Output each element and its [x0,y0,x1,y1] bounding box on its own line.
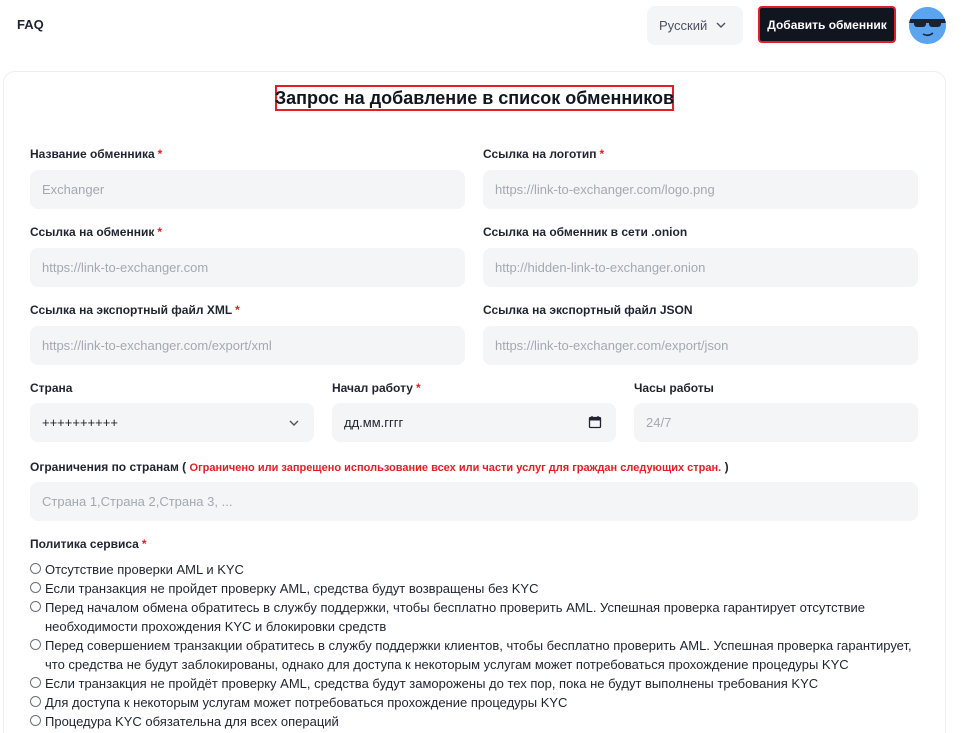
radio-button[interactable] [30,582,41,593]
required-mark: * [141,537,147,551]
country-select[interactable] [30,403,314,442]
restrictions-note: Ограничено или запрещено использование всех или части услуг для граждан следующих стран. [189,462,722,474]
radio-button[interactable] [30,639,41,650]
required-mark: * [235,303,240,317]
language-select[interactable] [647,6,743,45]
logo-link-input[interactable] [483,170,918,209]
required-mark: * [599,147,605,161]
add-exchanger-button[interactable]: Добавить обменник [758,6,896,43]
service-policy-label: Политика сервиса * [30,537,147,551]
json-export-label: Ссылка на экспортный файл JSON [483,303,693,317]
country-restrictions-input[interactable] [30,482,918,521]
policy-option[interactable]: Если транзакция не пройдет проверку AML, средства будут возвращены без KYC [30,579,920,598]
json-export-input[interactable] [483,326,918,365]
required-mark: * [157,225,163,239]
policy-option[interactable]: Перед совершением транзакции обратитесь в службу поддержки клиентов, чтобы бесплатно проверить AML. Успешная проверка гарантирует, что средства не будут заблокированы, однако для доступа к некоторым услугам может потребоваться прохождение процедуры KYC [30,636,920,674]
country-restrictions-label: Ограничения по странам ( Ограничено или запрещено использование всех или части услуг для граждан следующих стран. ) [30,460,729,474]
calendar-icon[interactable] [588,415,602,429]
policy-option[interactable]: Если транзакция не пройдёт проверку AML, средства будут заморожены до тех пор, пока не будут выполнены требования KYC [30,674,920,693]
radio-button[interactable] [30,715,41,726]
onion-link-input[interactable] [483,248,918,287]
working-hours-label: Часы работы [634,381,714,395]
avatar-face-icon [909,7,946,44]
top-bar [0,0,963,60]
language-value: Русский [659,18,708,33]
avatar[interactable] [909,7,946,44]
policy-option[interactable]: Процедура KYC обязательна для всех операций [30,712,920,731]
form-title-box [275,85,674,111]
radio-button[interactable] [30,601,41,612]
policy-option[interactable]: Для доступа к некоторым услугам может потребоваться прохождение процедуры KYC [30,693,920,712]
radio-button[interactable] [30,677,41,688]
required-mark: * [157,147,163,161]
exchanger-link-input[interactable] [30,248,465,287]
onion-link-label: Ссылка на обменник в сети .onion [483,225,688,239]
radio-button[interactable] [30,696,41,707]
logo-link-label: Ссылка на логотип * [483,147,605,161]
radio-button[interactable] [30,563,41,574]
working-hours-input[interactable] [634,403,918,442]
service-policy-options [30,560,920,731]
xml-export-input[interactable] [30,326,465,365]
form-title: Запрос на добавление в список обменников [274,87,675,108]
policy-option[interactable]: Перед началом обмена обратитесь в службу поддержки, чтобы бесплатно проверить AML. Успешная проверка гарантирует отсутствие необходимости прохождения KYC и блокировки средств [30,598,920,636]
chevron-down-icon [288,417,300,429]
policy-option[interactable]: Отсутствие проверки AML и KYC [30,560,920,579]
exchanger-name-label: Название обменника * [30,147,163,161]
start-date-value: дд.мм.гггг [344,415,404,430]
chevron-down-icon [715,19,727,31]
country-value: ++++++++++ [42,415,118,430]
country-label: Страна [30,381,73,395]
start-date-label: Начал работу * [332,381,421,395]
start-date-input[interactable] [332,403,616,442]
faq-link[interactable]: FAQ [17,17,44,32]
exchanger-name-input[interactable] [30,170,465,209]
required-mark: * [415,381,421,395]
xml-export-label: Ссылка на экспортный файл XML * [30,303,240,317]
exchanger-link-label: Ссылка на обменник * [30,225,163,239]
